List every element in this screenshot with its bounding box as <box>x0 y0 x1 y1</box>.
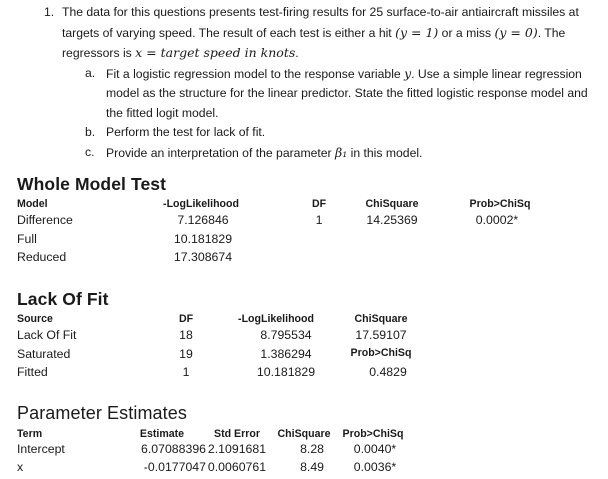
prob-chisq-value: 0.4829 <box>369 365 407 379</box>
header-model: Model <box>17 198 48 210</box>
cell-chisq: 14.25369 <box>366 213 418 227</box>
cell-loglik: 1.386294 <box>260 346 312 361</box>
header-term: Term <box>17 428 43 440</box>
header-chisquare: ChiSquare <box>365 198 419 210</box>
cell-model: Reduced <box>17 250 67 264</box>
cell-loglik: 10.181829 <box>173 231 233 246</box>
header-df: DF <box>178 313 194 325</box>
math-expression: (y = 1) <box>395 24 439 40</box>
part-text <box>106 146 422 160</box>
question-text <box>62 5 579 60</box>
question-part-a <box>44 64 600 124</box>
text-run: or a miss <box>438 25 495 40</box>
text-run: in this model. <box>347 145 423 160</box>
cell-estimate: -0.0177047 <box>143 460 206 474</box>
part-letter: b. <box>85 125 96 139</box>
lack-of-fit-title: Lack Of Fit <box>17 289 109 309</box>
cell-source: Saturated <box>17 346 71 361</box>
cell-df: 1 <box>315 213 323 227</box>
math-expression: y <box>404 65 412 81</box>
math-expression: β₁ <box>335 144 348 160</box>
cell-loglik: 8.795534 <box>260 328 312 342</box>
header-loglikelihood: -LogLikelihood <box>163 198 239 210</box>
math-expression: (y = 0) <box>494 24 538 40</box>
part-letter: a. <box>85 65 96 80</box>
header-df: DF <box>311 198 327 210</box>
cell-loglik: 7.126846 <box>177 213 229 227</box>
cell-loglik: 10.181829 <box>256 365 316 379</box>
question-main <box>44 3 600 64</box>
question-part-c <box>44 143 600 164</box>
cell-source: Fitted <box>17 365 48 379</box>
cell-df: 19 <box>179 346 193 361</box>
parameter-estimates-title: Parameter Estimates <box>17 403 187 423</box>
math-expression: x = target speed in knots <box>135 45 296 60</box>
text-run: . Use a simple linear regression model as the structure for the linear predictor. State the fitted logistic response model and the fitted logit model. <box>106 66 588 120</box>
part-letter: c. <box>85 144 95 159</box>
cell-source: Lack Of Fit <box>17 328 77 342</box>
cell-loglik: 17.308674 <box>173 250 233 264</box>
header-loglikelihood: -LogLikelihood <box>238 313 314 325</box>
question-parts-list <box>44 64 600 164</box>
header-std-error: Std Error <box>214 428 260 440</box>
question-number: 1. <box>44 5 55 19</box>
text-run: Provide an interpretation of the parameter <box>106 145 335 160</box>
question-part-b <box>44 123 600 143</box>
cell-model: Full <box>17 231 37 246</box>
cell-prob: 0.0002* <box>475 213 519 227</box>
text-run: Fit a logistic regression model to the response variable <box>106 66 405 81</box>
part-text <box>106 125 265 139</box>
cell-chisq: 17.59107 <box>355 328 407 342</box>
text-run: Perform the test for lack of fit. <box>106 125 266 139</box>
cell-prob: 0.0040* <box>353 442 397 456</box>
cell-stderr: 0.0060761 <box>207 460 267 474</box>
question-block <box>44 3 600 163</box>
cell-term: x <box>17 460 24 474</box>
cell-model: Difference <box>17 213 73 227</box>
header-prob-chisq: Prob>ChiSq <box>342 428 404 440</box>
cell-df: 1 <box>182 365 190 379</box>
cell-stderr: 2.1091681 <box>207 442 267 456</box>
header-source: Source <box>17 313 53 325</box>
header-prob-chisq: Prob>ChiSq <box>469 198 531 210</box>
header-prob-chisq: Prob>ChiSq <box>350 347 412 359</box>
header-chisquare: ChiSquare <box>354 313 408 325</box>
text-run: The data for this questions presents test-firing results for 25 surface-to-air antiaircraft missiles at targets of varying speed. The result of each test is either a hit <box>62 5 579 40</box>
whole-model-title: Whole Model Test <box>17 174 167 194</box>
cell-df: 18 <box>179 328 193 342</box>
cell-chisq: 8.28 <box>300 442 324 456</box>
cell-term: Intercept <box>17 442 65 456</box>
text-run: . The regressors is <box>62 25 566 60</box>
cell-estimate: 6.07088396 <box>141 442 206 456</box>
header-estimate: Estimate <box>139 428 185 440</box>
cell-prob: 0.0036* <box>353 460 397 474</box>
header-chisquare: ChiSquare <box>277 428 331 440</box>
part-text <box>106 67 588 120</box>
cell-chisq: 8.49 <box>300 460 324 474</box>
text-run: . <box>295 46 299 60</box>
